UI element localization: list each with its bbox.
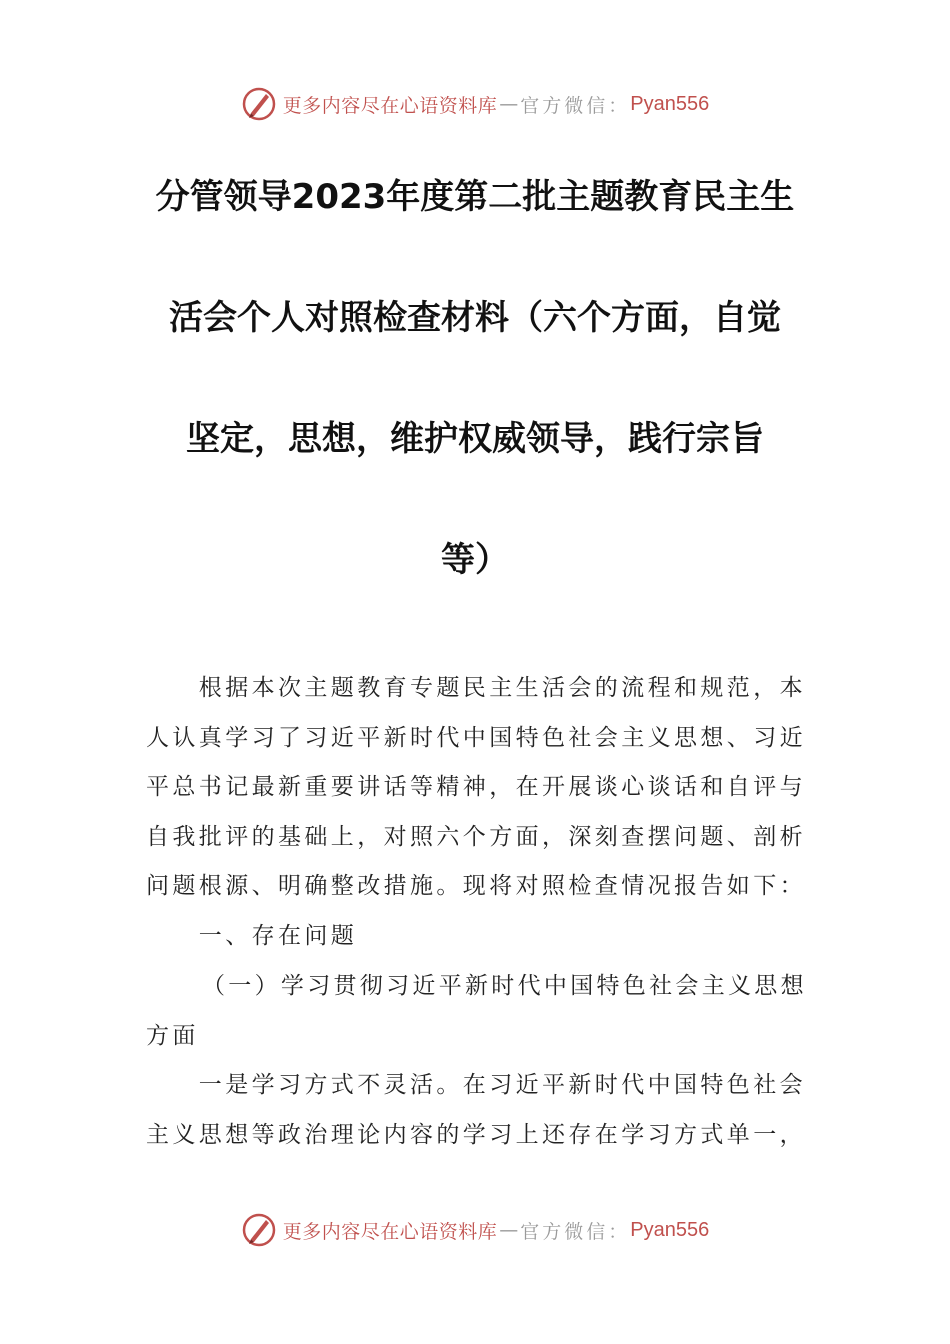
point-paragraph: [146, 1061, 806, 1160]
watermark-dash: —: [499, 1219, 519, 1241]
watermark-wechat-label: 官方微信：: [520, 1220, 631, 1243]
pen-in-circle-icon: [241, 1212, 277, 1248]
paragraph-line: 主义思想等政治理论内容的学习上还存在学习方式单一，: [146, 1121, 806, 1148]
watermark-dash: —: [499, 93, 519, 115]
paragraph-line: 方面: [146, 1022, 199, 1049]
watermark-wechat-id: Pyan556: [630, 92, 710, 115]
title-line: 分管领导2023年度第二批主题教育民主生: [155, 177, 795, 217]
watermark-brand: 更多内容尽在心语资料库: [282, 94, 498, 117]
watermark-wechat-label: 官方微信：: [520, 94, 631, 117]
title-line: 等）: [441, 540, 509, 580]
section-heading-text: 一、存在问题: [146, 923, 358, 949]
paragraph-line: 人认真学习了习近平新时代中国特色社会主义思想、习近: [146, 724, 806, 751]
paragraph-line: 一是学习方式不灵活。在习近平新时代中国特色社会: [146, 1072, 806, 1098]
title-line: 坚定，思想，维护权威领导，践行宗旨: [186, 419, 764, 459]
paragraph-line: 平总书记最新重要讲话等精神，在开展谈心谈话和自评与: [146, 774, 806, 801]
section-heading: [146, 912, 806, 962]
paragraph-line: （一）学习贯彻习近平新时代中国特色社会主义思想: [202, 973, 807, 999]
paragraph-line: 根据本次主题教育专题民主生活会的流程和规范，本: [146, 675, 806, 701]
header-watermark: [0, 84, 950, 124]
footer-watermark: [0, 1210, 950, 1250]
paragraph-line: 自我批评的基础上，对照六个方面，深刻查摆问题、剖析: [146, 823, 806, 850]
watermark-wechat-id: Pyan556: [630, 1218, 710, 1241]
pen-in-circle-icon: [241, 86, 277, 122]
paragraph-line: 问题根源、明确整改措施。现将对照检查情况报告如下：: [146, 873, 806, 900]
subsection-heading: [146, 962, 806, 1061]
watermark-brand: 更多内容尽在心语资料库: [282, 1220, 498, 1243]
intro-paragraph: [146, 664, 806, 912]
title-line: 活会个人对照检查材料（六个方面，自觉: [169, 298, 781, 338]
